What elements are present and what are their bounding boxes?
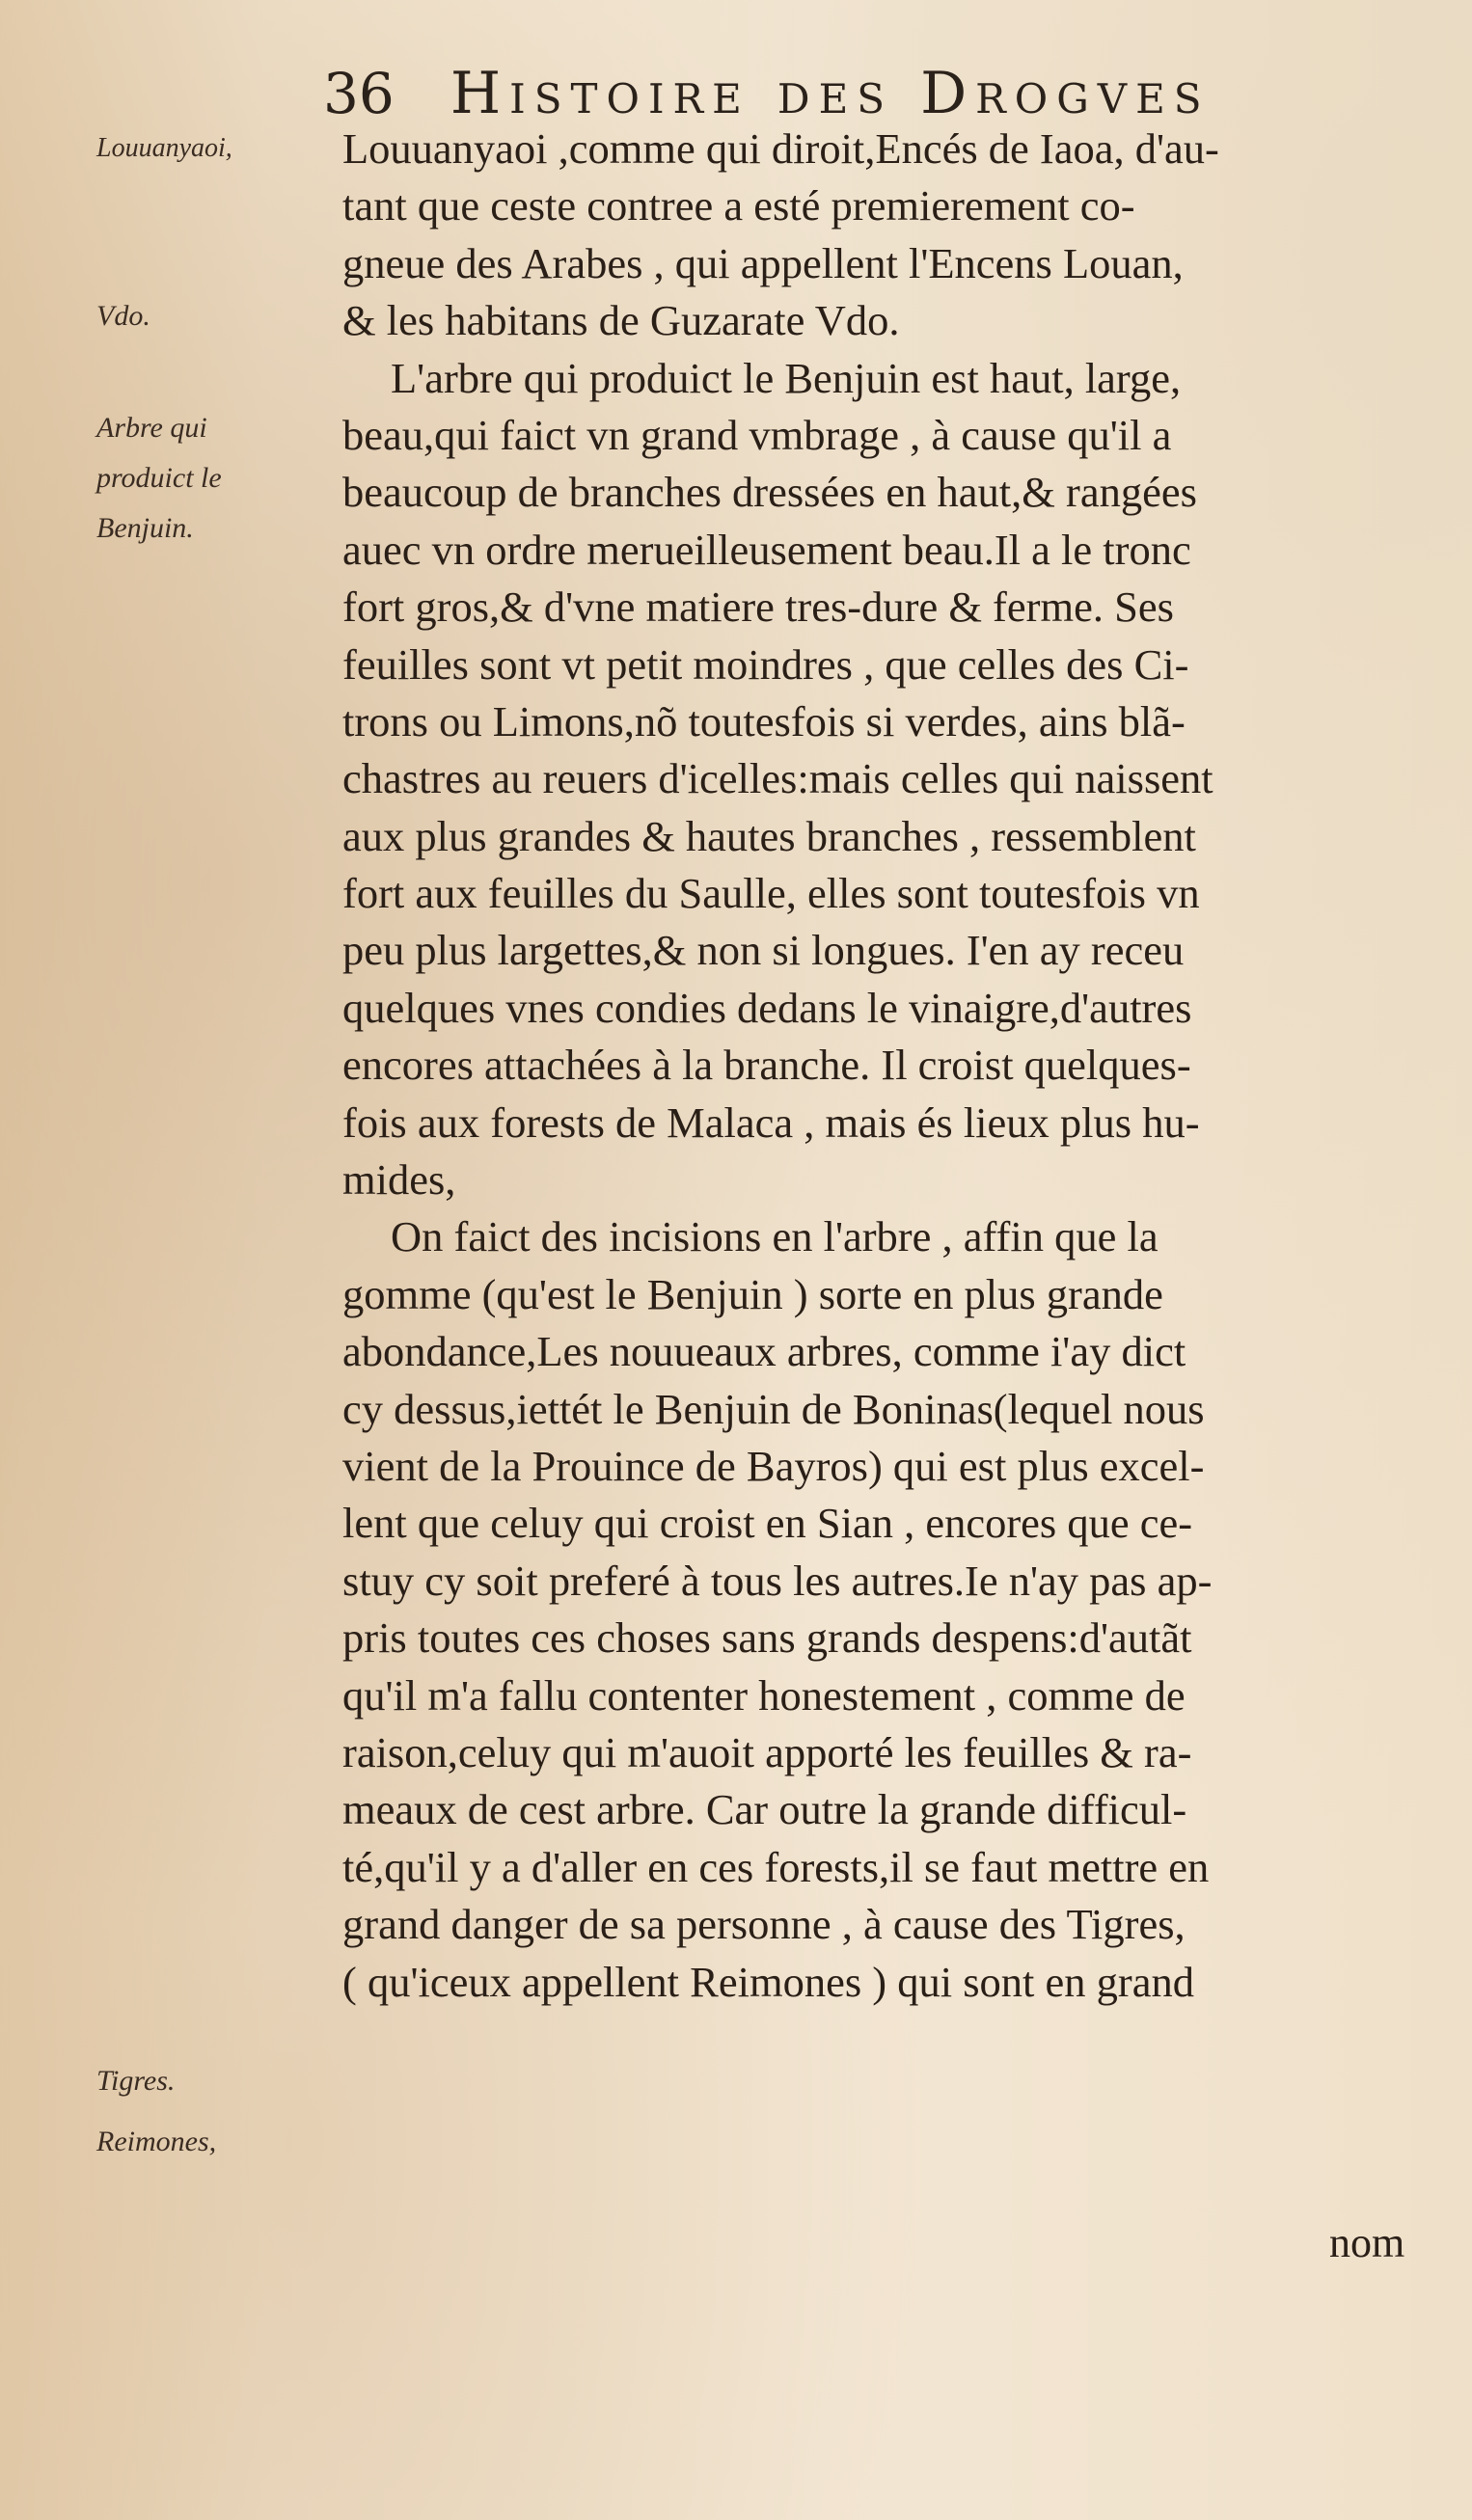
text-line: & les habitans de Guzarate Vdo. <box>342 296 900 345</box>
text-line: gomme (qu'est le Benjuin ) sorte en plus grande <box>342 1269 1163 1318</box>
catchword: nom <box>1329 2219 1405 2266</box>
text-line: mides, <box>342 1155 456 1205</box>
text-line: stuy cy soit preferé à tous les autres.Ie n'ay pas ap- <box>342 1556 1213 1605</box>
text-line: lent que celuy qui croist en Sian , encores que ce- <box>342 1499 1193 1548</box>
text-line: vient de la Prouince de Bayros) qui est plus excel- <box>342 1441 1205 1490</box>
text-line: fort gros,& d'vne matiere tres-dure & ferme. Ses <box>342 583 1174 632</box>
margin-note-reimones: Reimones, <box>96 2126 217 2157</box>
margin-note-vdo: Vdo. <box>96 300 150 332</box>
margin-note-tigres: Tigres. <box>96 2065 176 2097</box>
margin-note-louuanyaoi: Louuanyaoi, <box>96 133 232 163</box>
margin-note-benjuin: Benjuin. <box>96 512 194 544</box>
text-line: qu'il m'a fallu contenter honestement , comme de <box>342 1670 1186 1720</box>
text-line: L'arbre qui produict le Benjuin est haut, large, <box>391 353 1182 402</box>
text-line: fois aux forests de Malaca , mais és lieux plus hu- <box>342 1097 1200 1147</box>
text-line: meaux de cest arbre. Car outre la grande difficul- <box>342 1785 1187 1834</box>
text-line: encores attachées à la branche. Il croist quelques- <box>342 1041 1191 1090</box>
text-line: té,qu'il y a d'aller en ces forests,il se faut mettre en <box>342 1842 1210 1891</box>
text-line: On faict des incisions en l'arbre , affin que la <box>391 1212 1159 1261</box>
text-line: beaucoup de branches dressées en haut,& rangées <box>342 468 1197 517</box>
text-line: Louuanyaoi ,comme qui diroit,Encés de Iaoa, d'au- <box>342 124 1219 173</box>
text-line: aux plus grandes & hautes branches , ressemblent <box>342 811 1196 860</box>
page-number: 36 <box>323 61 395 126</box>
text-line: ( qu'iceux appellent Reimones ) qui sont en grand <box>342 1957 1194 2006</box>
text-line: fort aux feuilles du Saulle, elles sont toutesfois vn <box>342 869 1200 918</box>
text-line: feuilles sont vt petit moindres , que celles des Ci- <box>342 639 1189 689</box>
text-line: abondance,Les nouueaux arbres, comme i'ay dict <box>342 1327 1186 1376</box>
text-line: beau,qui faict vn grand vmbrage , à cause qu'il a <box>342 410 1172 459</box>
text-line: gneue des Arabes , qui appellent l'Encens Louan, <box>342 238 1184 287</box>
text-line: grand danger de sa personne , à cause des Tigres, <box>342 1900 1186 1949</box>
margin-note-arbre: Arbre qui <box>96 412 207 444</box>
text-line: peu plus largettes,& non si longues. I'en ay receu <box>342 926 1185 975</box>
text-line: cy dessus,iettét le Benjuin de Boninas(lequel nous <box>342 1384 1205 1433</box>
text-line: raison,celuy qui m'auoit apporté les feuilles & ra- <box>342 1727 1192 1776</box>
text-line: quelques vnes condies dedans le vinaigre,d'autres <box>342 983 1192 1032</box>
text-line: tant que ceste contree a esté premierement co- <box>342 181 1135 230</box>
text-line: chastres au reuers d'icelles:mais celles qui naissent <box>342 754 1213 803</box>
text-line: auec vn ordre merueilleusement beau.Il a le tronc <box>342 525 1191 574</box>
running-title: Histoire des Drogves <box>450 60 1211 127</box>
body-text <box>342 121 1428 2011</box>
text-line: trons ou Limons,nõ toutesfois si verdes, ains blã- <box>342 696 1186 745</box>
text-line: pris toutes ces choses sans grands despens:d'autãt <box>342 1613 1192 1663</box>
margin-note-produict: produict le <box>96 462 222 494</box>
